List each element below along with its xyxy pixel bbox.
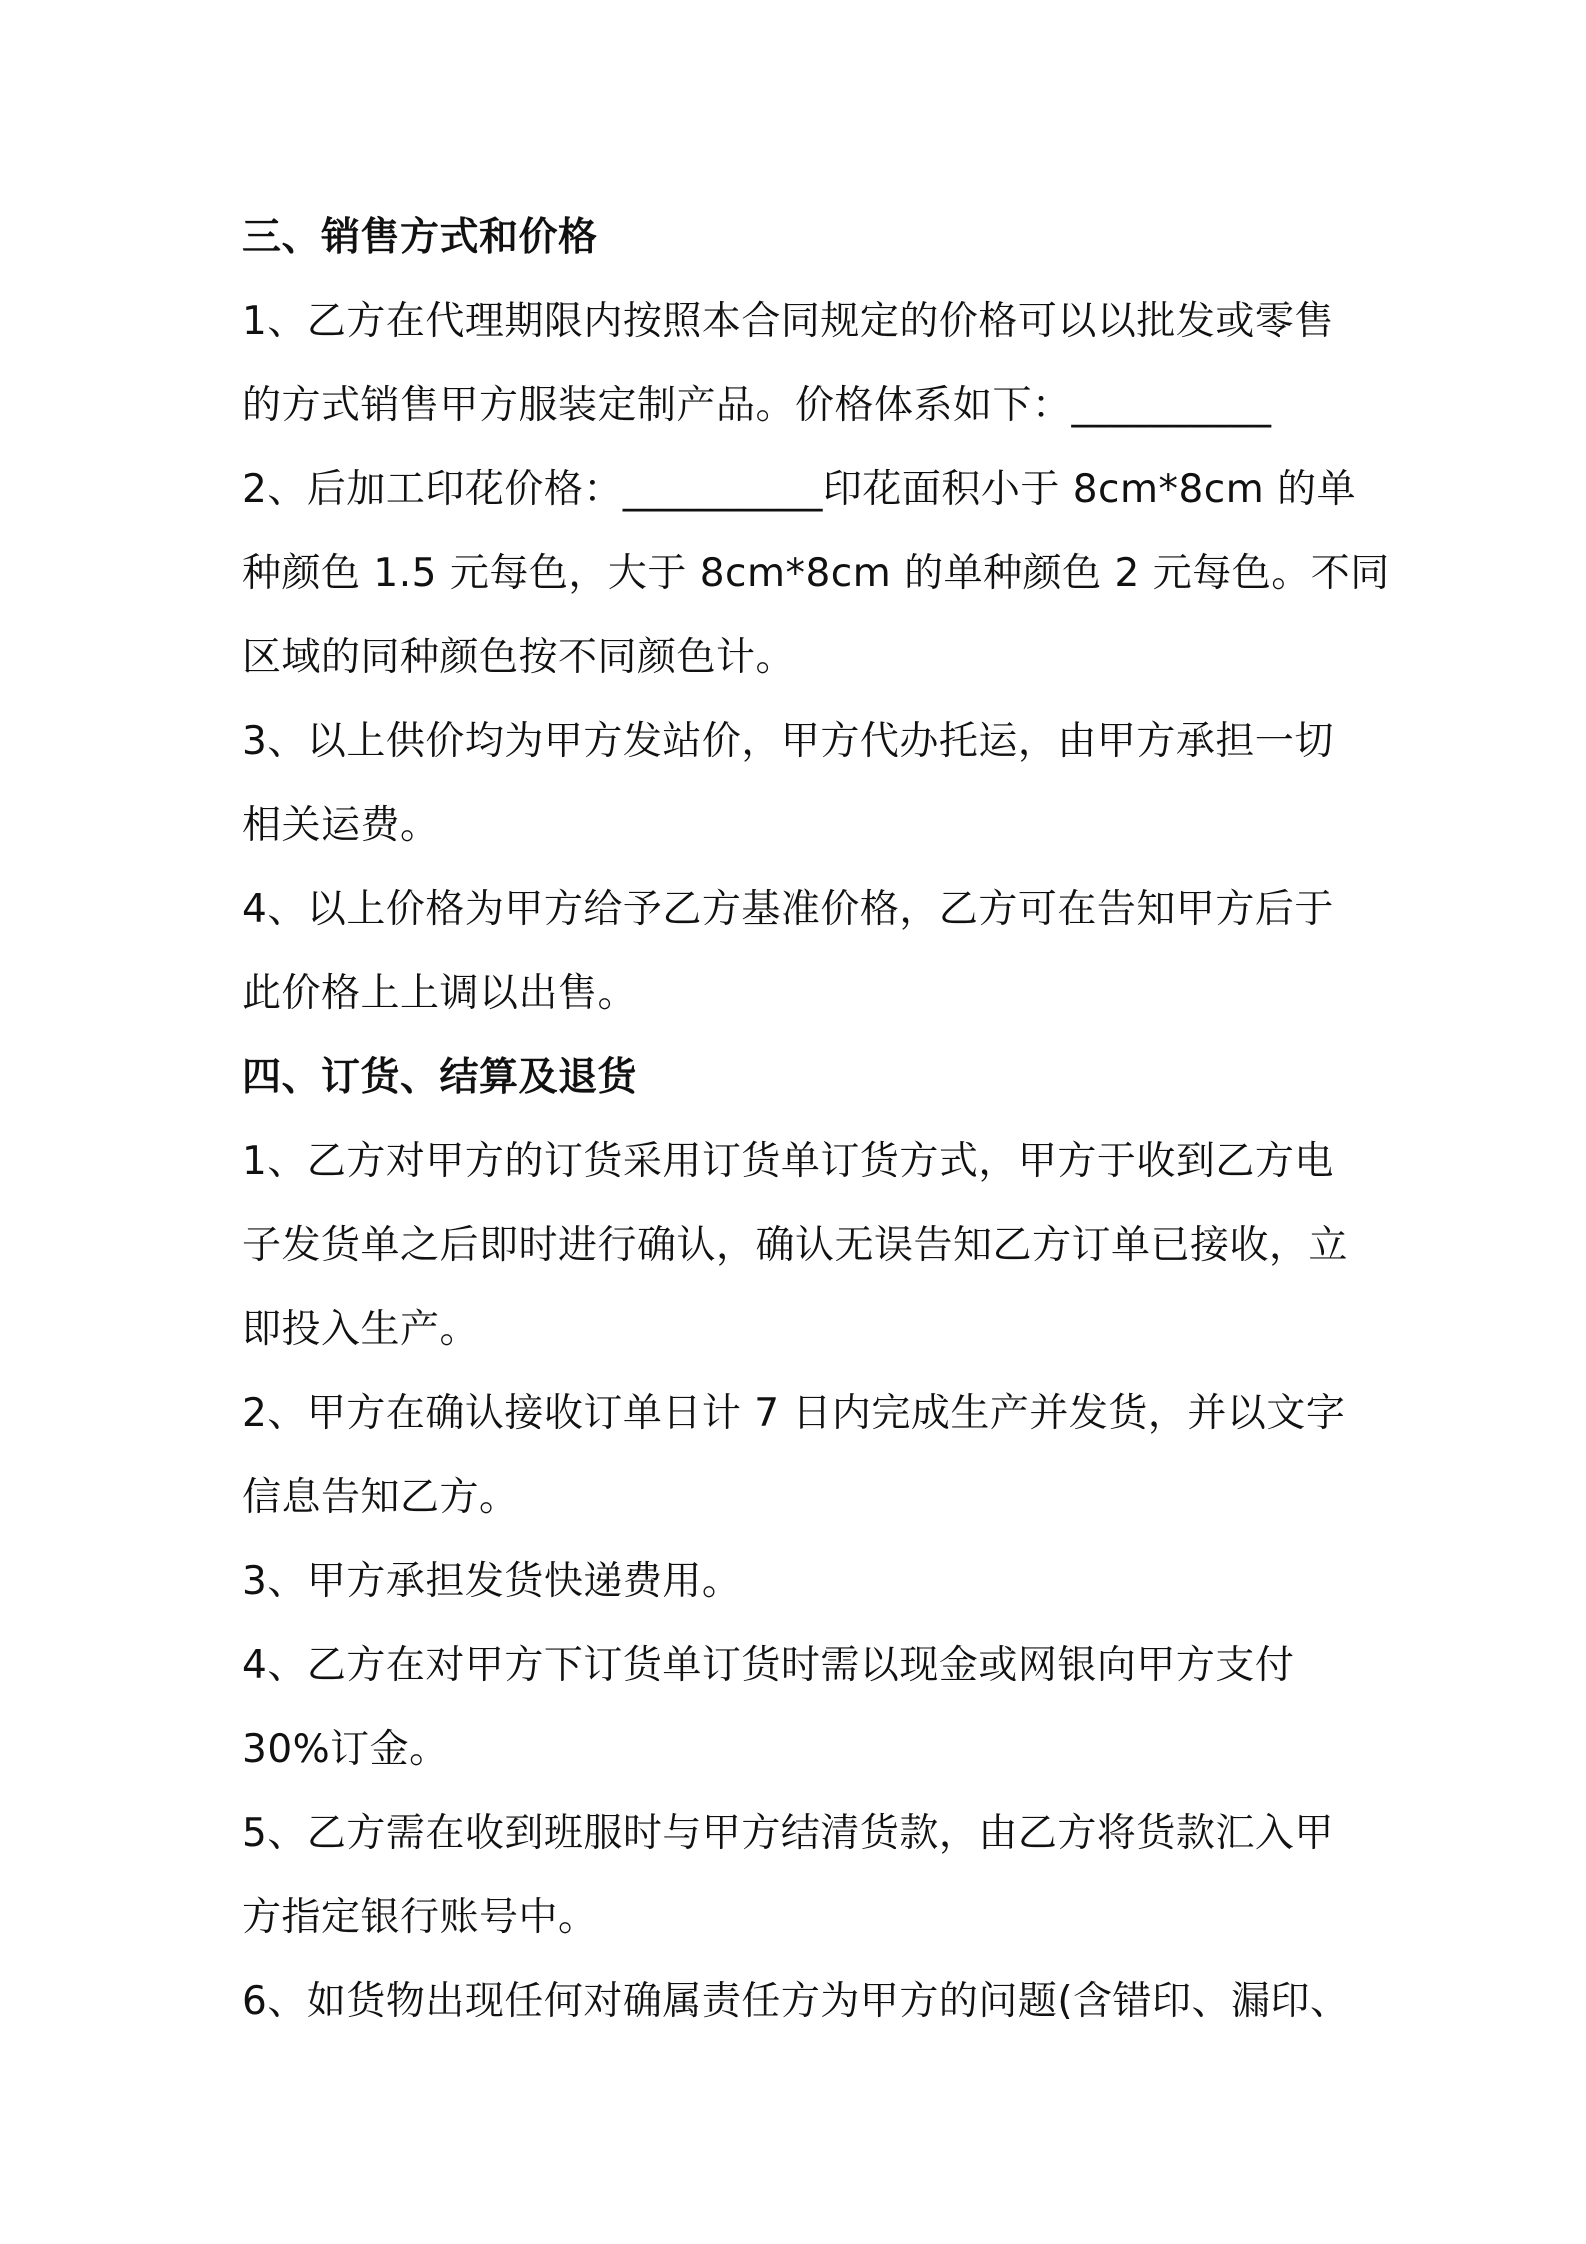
contract-text <box>242 196 1390 2044</box>
paragraph-line: 4、乙方在对甲方下订货单订货时需以现金或网银向甲方支付 <box>242 1643 1295 1688</box>
paragraph-line: 5、乙方需在收到班服时与甲方结清货款，由乙方将货款汇入甲 <box>242 1811 1334 1856</box>
section-heading-ordering: 四、订货、结算及退货 <box>242 1055 638 1100</box>
paragraph-line: 2、后加工印花价格：__________印花面积小于 8cm*8cm 的单 <box>242 467 1357 512</box>
paragraph-line: 1、乙方对甲方的订货采用订货单订货方式，甲方于收到乙方电 <box>242 1139 1334 1184</box>
paragraph-line: 3、以上供价均为甲方发站价，甲方代办托运，由甲方承担一切 <box>242 719 1334 764</box>
paragraph-line: 的方式销售甲方服装定制产品。价格体系如下：__________ <box>242 383 1272 428</box>
section-heading-sales-price: 三、销售方式和价格 <box>242 215 598 260</box>
paragraph-line: 30%订金。 <box>242 1727 449 1772</box>
paragraph-line: 区域的同种颜色按不同颜色计。 <box>242 635 796 680</box>
paragraph-line: 种颜色 1.5 元每色，大于 8cm*8cm 的单种颜色 2 元每色。不同 <box>242 551 1390 596</box>
paragraph-line: 信息告知乙方。 <box>242 1475 519 1520</box>
paragraph-line: 方指定银行账号中。 <box>242 1895 598 1940</box>
paragraph-line: 1、乙方在代理期限内按照本合同规定的价格可以以批发或零售 <box>242 299 1334 344</box>
paragraph-line: 2、甲方在确认接收订单日计 7 日内完成生产并发货，并以文字 <box>242 1391 1346 1436</box>
paragraph-line: 相关运费。 <box>242 803 440 848</box>
paragraph-line: 子发货单之后即时进行确认，确认无误告知乙方订单已接收，立 <box>242 1223 1349 1268</box>
paragraph-line: 6、如货物出现任何对确属责任方为甲方的问题(含错印、漏印、 <box>242 1979 1350 2024</box>
paragraph-line: 此价格上上调以出售。 <box>242 971 638 1016</box>
paragraph-line: 4、以上价格为甲方给予乙方基准价格，乙方可在告知甲方后于 <box>242 887 1334 932</box>
paragraph-line: 即投入生产。 <box>242 1307 480 1352</box>
paragraph-line: 3、甲方承担发货快递费用。 <box>242 1559 742 1604</box>
